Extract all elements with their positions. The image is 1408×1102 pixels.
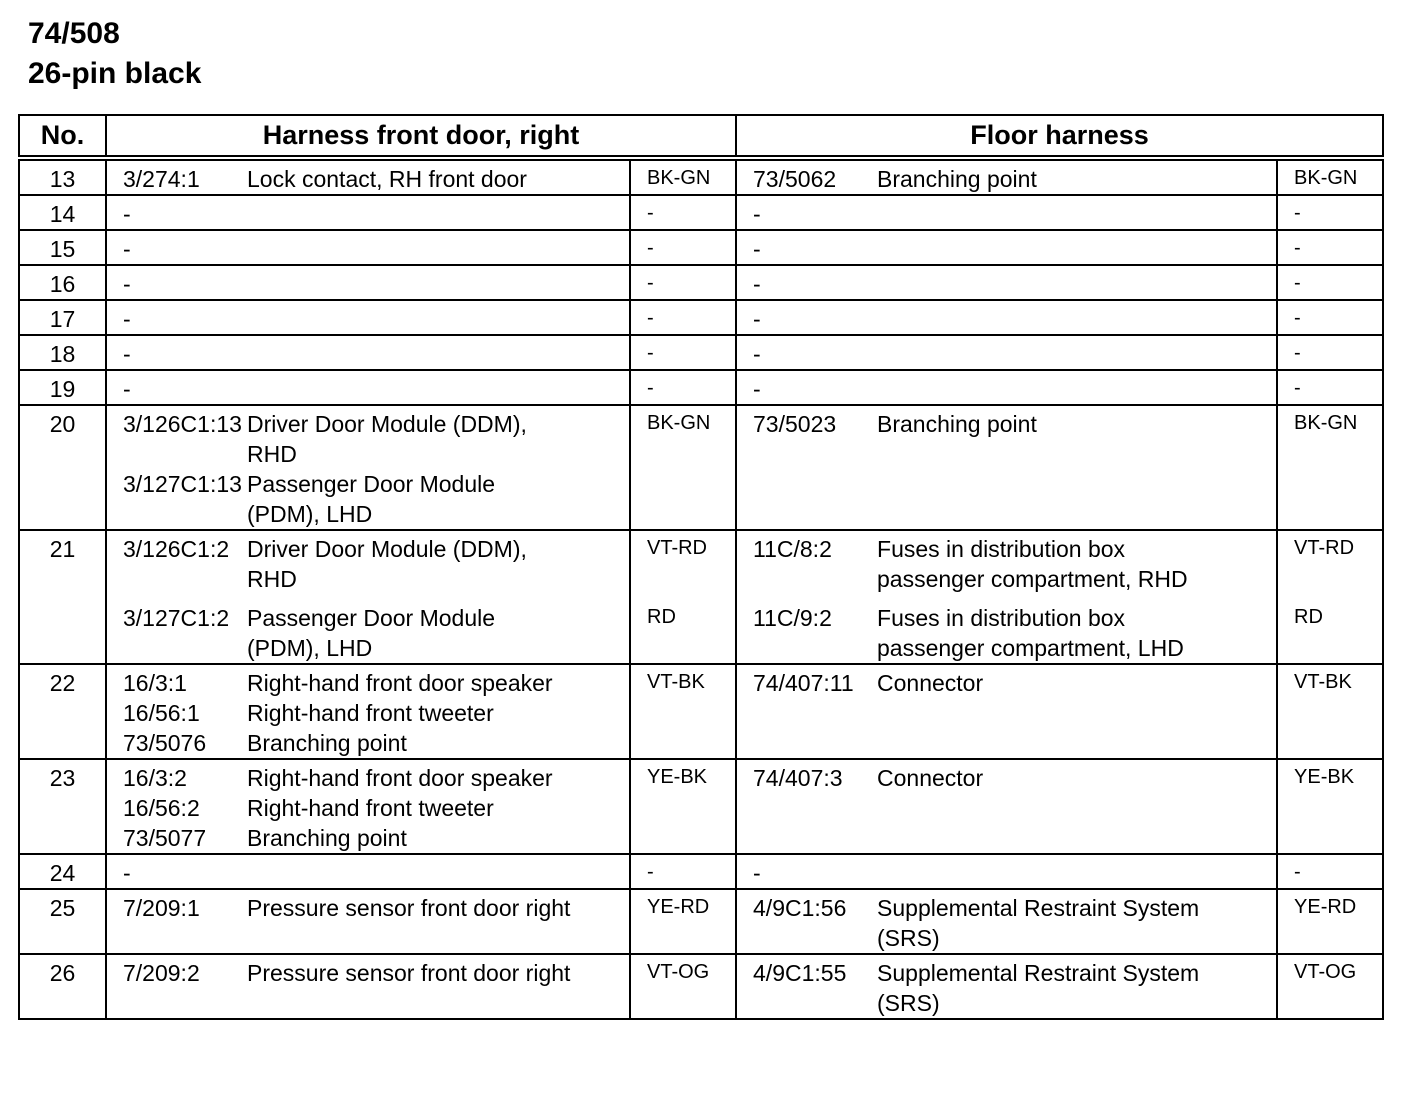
front-door-wire-color	[630, 954, 736, 1019]
front-door-component-description	[247, 300, 630, 335]
floor-component-ref	[736, 158, 877, 195]
spacer	[647, 438, 735, 468]
floor-wire-color	[1277, 230, 1383, 265]
description-line: Connector	[877, 670, 984, 696]
front-door-wire-color	[630, 530, 736, 664]
front-door-component-ref	[106, 530, 247, 664]
floor-component-description	[877, 335, 1277, 370]
floor-component-ref	[736, 889, 877, 954]
ref-line: -	[123, 860, 131, 886]
wire-color-code: -	[647, 237, 654, 259]
ref-line: 3/274:1	[123, 166, 200, 192]
wire-color-code: YE-RD	[1294, 896, 1357, 918]
front-door-component-ref	[106, 854, 247, 889]
front-door-component-ref	[106, 335, 247, 370]
wire-color-code: VT-OG	[647, 961, 710, 983]
ref-line: 73/5023	[753, 411, 837, 437]
description-line: Branching point	[877, 166, 1037, 192]
wire-color-code: -	[647, 342, 654, 364]
pin-number: 26	[19, 954, 106, 1019]
description-line: passenger compartment, LHD	[877, 635, 1184, 661]
table-row	[19, 300, 1383, 335]
floor-component-description	[877, 230, 1277, 265]
pin-number: 22	[19, 664, 106, 759]
pin-number: 14	[19, 195, 106, 230]
floor-wire-color	[1277, 300, 1383, 335]
ref-line: 7/209:2	[123, 960, 200, 986]
description-line	[247, 199, 629, 229]
front-door-wire-color	[630, 405, 736, 530]
description-line: Passenger Door Module	[247, 605, 496, 631]
ref-line: -	[753, 860, 761, 886]
spacer	[647, 563, 735, 593]
pin-number: 23	[19, 759, 106, 854]
description-line	[247, 339, 629, 369]
spacer	[647, 792, 735, 822]
pinout-table	[18, 114, 1384, 1020]
table-row	[19, 230, 1383, 265]
wire-color-code: -	[647, 861, 654, 883]
front-door-component-ref	[106, 954, 247, 1019]
description-line: Driver Door Module (DDM),	[247, 536, 527, 562]
spacer	[647, 697, 735, 727]
ref-line: -	[753, 341, 761, 367]
wire-color-code: -	[647, 377, 654, 399]
front-door-component-description	[247, 854, 630, 889]
front-door-wire-color	[630, 300, 736, 335]
wire-color-code: -	[1294, 202, 1301, 224]
table-header-row	[19, 115, 1383, 158]
description-line: Right-hand front tweeter	[247, 795, 494, 821]
ref-line: 74/407:3	[753, 765, 843, 791]
front-door-component-ref	[106, 759, 247, 854]
ref-line	[753, 988, 877, 1018]
ref-line: -	[753, 271, 761, 297]
table-row	[19, 889, 1383, 954]
ref-line: 16/56:1	[123, 700, 200, 726]
front-door-component-ref	[106, 300, 247, 335]
floor-component-ref	[736, 664, 877, 759]
floor-wire-color	[1277, 158, 1383, 195]
ref-line	[753, 564, 877, 594]
pin-number: 13	[19, 158, 106, 195]
description-line: Supplemental Restraint System	[877, 895, 1200, 921]
front-door-component-ref	[106, 405, 247, 530]
wire-color-code: -	[647, 307, 654, 329]
wire-color-code: BK-GN	[1294, 412, 1358, 434]
description-line	[247, 234, 629, 264]
wire-color-code: BK-GN	[647, 167, 711, 189]
floor-component-description	[877, 265, 1277, 300]
ref-line	[123, 499, 247, 529]
front-door-component-ref	[106, 230, 247, 265]
ref-line: 74/407:11	[753, 670, 854, 696]
description-line: Fuses in distribution box	[877, 605, 1126, 631]
ref-line: 3/127C1:13	[123, 471, 242, 497]
table-row	[19, 664, 1383, 759]
wire-color-code: -	[1294, 307, 1301, 329]
description-line: Pressure sensor front door right	[247, 960, 571, 986]
description-line: (SRS)	[877, 925, 940, 951]
floor-component-ref	[736, 265, 877, 300]
floor-component-description	[877, 300, 1277, 335]
front-door-component-description	[247, 230, 630, 265]
floor-wire-color	[1277, 759, 1383, 854]
front-door-component-description	[247, 265, 630, 300]
description-line: Right-hand front tweeter	[247, 700, 494, 726]
description-line	[247, 269, 629, 299]
ref-line: 3/126C1:2	[123, 536, 230, 562]
front-door-component-description	[247, 370, 630, 405]
ref-line: 7/209:1	[123, 895, 200, 921]
header-front-door-harness: Harness front door, right	[106, 115, 736, 158]
floor-component-ref	[736, 854, 877, 889]
floor-component-description	[877, 158, 1277, 195]
front-door-component-ref	[106, 664, 247, 759]
ref-line: -	[123, 341, 131, 367]
table-row	[19, 158, 1383, 195]
description-line	[877, 858, 1276, 888]
floor-component-ref	[736, 370, 877, 405]
table-row	[19, 265, 1383, 300]
description-line: Branching point	[247, 730, 407, 756]
description-line	[877, 269, 1276, 299]
table-row	[19, 530, 1383, 664]
pin-number: 19	[19, 370, 106, 405]
ref-line	[123, 564, 247, 594]
wire-color-code: -	[1294, 861, 1301, 883]
floor-wire-color	[1277, 370, 1383, 405]
wire-color-code: VT-OG	[1294, 961, 1357, 983]
front-door-wire-color	[630, 889, 736, 954]
floor-component-description	[877, 530, 1277, 664]
front-door-component-ref	[106, 265, 247, 300]
spacer	[647, 727, 735, 757]
front-door-component-description	[247, 335, 630, 370]
ref-line: 11C/9:2	[753, 605, 832, 631]
description-line: (SRS)	[877, 990, 940, 1016]
ref-line: 4/9C1:56	[753, 895, 847, 921]
ref-line: 73/5062	[753, 166, 837, 192]
pin-number: 16	[19, 265, 106, 300]
wire-color-code: YE-RD	[647, 896, 710, 918]
table-row	[19, 954, 1383, 1019]
ref-line: -	[123, 236, 131, 262]
description-line: Supplemental Restraint System	[877, 960, 1200, 986]
floor-wire-color	[1277, 664, 1383, 759]
front-door-wire-color	[630, 195, 736, 230]
description-line	[877, 234, 1276, 264]
front-door-wire-color	[630, 230, 736, 265]
connector-description: 26-pin black	[28, 57, 202, 90]
wire-color-code: -	[1294, 237, 1301, 259]
table-row	[19, 370, 1383, 405]
ref-line: -	[753, 376, 761, 402]
floor-wire-color	[1277, 530, 1383, 664]
spacer	[1294, 563, 1382, 593]
wire-color-code: VT-BK	[647, 671, 705, 693]
floor-component-ref	[736, 335, 877, 370]
wire-color-code: -	[1294, 377, 1301, 399]
wire-color-code: VT-BK	[1294, 671, 1352, 693]
description-line: Branching point	[877, 411, 1037, 437]
description-line	[247, 304, 629, 334]
ref-line: -	[753, 236, 761, 262]
wire-color-code: YE-BK	[1294, 766, 1355, 788]
ref-line: 4/9C1:55	[753, 960, 847, 986]
floor-component-ref	[736, 300, 877, 335]
description-line: Passenger Door Module	[247, 471, 496, 497]
spacer	[647, 822, 735, 852]
description-line: (PDM), LHD	[247, 635, 373, 661]
spacer	[647, 468, 735, 498]
description-line: Fuses in distribution box	[877, 536, 1126, 562]
description-line: (PDM), LHD	[247, 501, 373, 527]
wire-color-code: -	[1294, 342, 1301, 364]
floor-component-description	[877, 405, 1277, 530]
ref-line: 73/5076	[123, 730, 207, 756]
front-door-wire-color	[630, 664, 736, 759]
table-row	[19, 854, 1383, 889]
floor-component-description	[877, 889, 1277, 954]
connector-id: 74/508	[28, 17, 120, 50]
description-line	[877, 304, 1276, 334]
pin-number: 24	[19, 854, 106, 889]
table-row	[19, 195, 1383, 230]
wire-color-code: YE-BK	[647, 766, 708, 788]
ref-line: 16/3:1	[123, 670, 187, 696]
front-door-wire-color	[630, 265, 736, 300]
floor-component-description	[877, 664, 1277, 759]
table-row	[19, 759, 1383, 854]
wire-color-code: RD	[647, 606, 676, 628]
wire-color-code: BK-GN	[647, 412, 711, 434]
front-door-wire-color	[630, 158, 736, 195]
wire-color-code: -	[647, 272, 654, 294]
pin-number: 21	[19, 530, 106, 664]
floor-component-description	[877, 195, 1277, 230]
description-line: Lock contact, RH front door	[247, 166, 527, 192]
ref-line: -	[123, 306, 131, 332]
spacer	[1294, 987, 1382, 1017]
front-door-component-description	[247, 195, 630, 230]
ref-line: -	[123, 271, 131, 297]
wire-color-code: -	[647, 202, 654, 224]
description-line	[877, 374, 1276, 404]
floor-wire-color	[1277, 195, 1383, 230]
ref-line: 16/3:2	[123, 765, 187, 791]
ref-line: 3/126C1:13	[123, 411, 242, 437]
spacer	[647, 632, 735, 662]
description-line: Driver Door Module (DDM),	[247, 411, 527, 437]
floor-wire-color	[1277, 405, 1383, 530]
ref-line: -	[123, 201, 131, 227]
floor-component-ref	[736, 405, 877, 530]
front-door-wire-color	[630, 335, 736, 370]
spacer	[647, 498, 735, 528]
ref-line: 11C/8:2	[753, 536, 832, 562]
description-line: Pressure sensor front door right	[247, 895, 571, 921]
wire-color-code: BK-GN	[1294, 167, 1358, 189]
front-door-component-ref	[106, 889, 247, 954]
ref-line	[123, 439, 247, 469]
pin-number: 25	[19, 889, 106, 954]
floor-component-description	[877, 370, 1277, 405]
description-line	[877, 199, 1276, 229]
description-line: passenger compartment, RHD	[877, 566, 1188, 592]
wire-color-code: VT-RD	[647, 537, 707, 559]
description-line: Right-hand front door speaker	[247, 670, 553, 696]
table-row	[19, 335, 1383, 370]
ref-line: -	[753, 306, 761, 332]
floor-wire-color	[1277, 335, 1383, 370]
front-door-component-description	[247, 759, 630, 854]
front-door-component-description	[247, 158, 630, 195]
wire-color-code: -	[1294, 272, 1301, 294]
floor-component-ref	[736, 530, 877, 664]
ref-line: 16/56:2	[123, 795, 200, 821]
pin-number: 20	[19, 405, 106, 530]
floor-component-ref	[736, 230, 877, 265]
description-line: Connector	[877, 765, 984, 791]
description-line: Right-hand front door speaker	[247, 765, 553, 791]
ref-line	[123, 633, 247, 663]
front-door-component-description	[247, 530, 630, 664]
floor-component-ref	[736, 195, 877, 230]
pin-number: 17	[19, 300, 106, 335]
front-door-wire-color	[630, 759, 736, 854]
ref-line: 73/5077	[123, 825, 207, 851]
ref-line	[753, 633, 877, 663]
front-door-component-description	[247, 954, 630, 1019]
header-pin-number: No.	[19, 115, 106, 158]
floor-wire-color	[1277, 954, 1383, 1019]
floor-wire-color	[1277, 265, 1383, 300]
floor-component-ref	[736, 759, 877, 854]
ref-line: -	[753, 201, 761, 227]
page-title	[28, 14, 201, 94]
floor-wire-color	[1277, 889, 1383, 954]
ref-line	[753, 923, 877, 953]
pin-number: 15	[19, 230, 106, 265]
floor-component-description	[877, 854, 1277, 889]
front-door-component-description	[247, 889, 630, 954]
floor-wire-color	[1277, 854, 1383, 889]
floor-component-ref	[736, 954, 877, 1019]
wire-color-code: RD	[1294, 606, 1323, 628]
front-door-component-ref	[106, 370, 247, 405]
front-door-wire-color	[630, 854, 736, 889]
description-line: RHD	[247, 441, 297, 467]
header-floor-harness: Floor harness	[736, 115, 1383, 158]
front-door-component-ref	[106, 195, 247, 230]
front-door-component-description	[247, 405, 630, 530]
front-door-wire-color	[630, 370, 736, 405]
spacer	[1294, 632, 1382, 662]
pin-number: 18	[19, 335, 106, 370]
front-door-component-ref	[106, 158, 247, 195]
description-line: Branching point	[247, 825, 407, 851]
floor-component-description	[877, 954, 1277, 1019]
floor-component-description	[877, 759, 1277, 854]
wire-color-code: VT-RD	[1294, 537, 1355, 559]
ref-line: -	[123, 376, 131, 402]
front-door-component-description	[247, 664, 630, 759]
table-body	[19, 158, 1383, 1019]
description-line: RHD	[247, 566, 297, 592]
description-line	[247, 374, 629, 404]
spacer	[1294, 922, 1382, 952]
ref-line: 3/127C1:2	[123, 605, 230, 631]
table-row	[19, 405, 1383, 530]
description-line	[247, 858, 629, 888]
description-line	[877, 339, 1276, 369]
